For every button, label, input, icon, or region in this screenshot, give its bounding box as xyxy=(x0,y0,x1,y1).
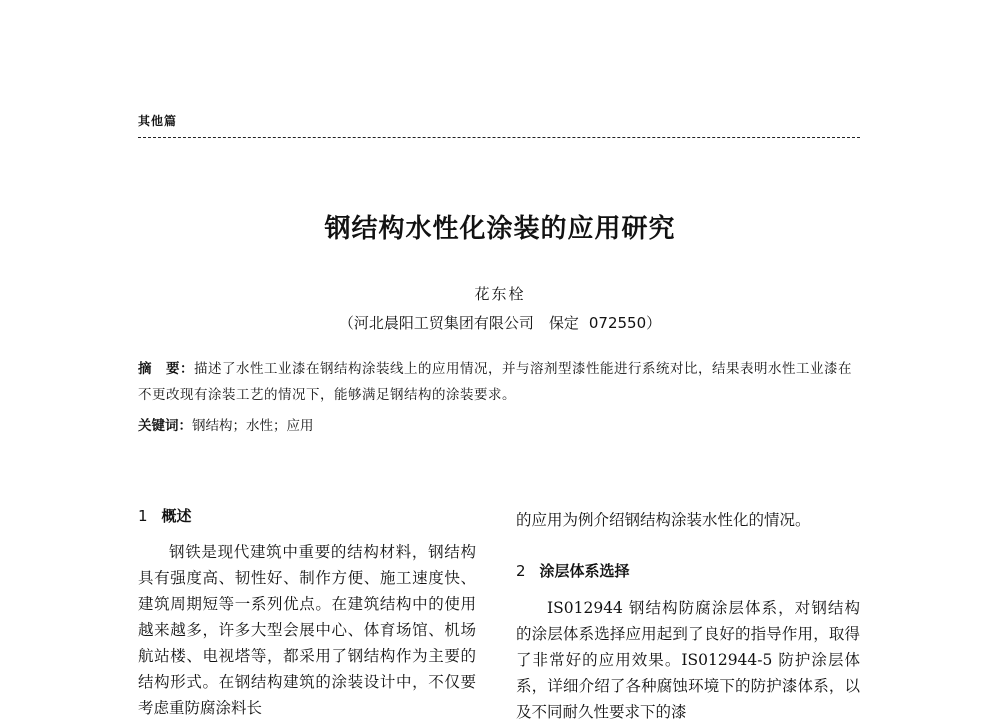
section-2-title: 涂层体系选择 xyxy=(539,562,630,580)
affiliation-org: 河北晨阳工贸集团有限公司 保定 xyxy=(353,314,579,332)
abstract xyxy=(138,356,860,408)
author-name: 花东栓 xyxy=(474,285,526,303)
author-affiliation xyxy=(0,312,1000,333)
keywords xyxy=(138,413,860,439)
section-label: 其他篇 xyxy=(138,114,178,128)
keywords-text: 钢结构；水性；应用 xyxy=(192,418,314,434)
section-1-heading xyxy=(138,505,192,526)
column-2-continuation: 的应用为例介绍钢结构涂装水性化的情况。 xyxy=(516,511,811,529)
affiliation-open-paren: （ xyxy=(338,314,354,332)
keywords-label: 关键词： xyxy=(138,418,192,434)
affiliation-close-paren: ） xyxy=(646,314,662,332)
abstract-text: 描述了水性工业漆在钢结构涂装线上的应用情况，并与溶剂型漆性能进行系统对比，结果表明水性工业漆在不更改现有涂装工艺的情况下，能够满足钢结构的涂装要求。 xyxy=(138,361,852,403)
section-1-number: 1 xyxy=(138,507,148,525)
section-1-paragraph: 钢铁是现代建筑中重要的结构材料，钢结构具有强度高、韧性好、制作方便、施工速度快、建筑周期短等一系列优点。在建筑结构中的使用越来越多，许多大型会展中心、体育场馆、机场航站楼、电视塔等，都采用了钢结构作为主要的结构形式。在钢结构建筑的涂装设计中，不仅要考虑重防腐涂料长 xyxy=(138,543,476,717)
section-1-title: 概述 xyxy=(161,507,192,525)
affiliation-postcode: 072550 xyxy=(588,314,647,332)
header-divider xyxy=(138,137,860,138)
section-2-paragraph: IS012944 钢结构防腐涂层体系，对钢结构的涂层体系选择应用起到了良好的指导作用，取得了非常好的应用效果。IS012944-5 防护涂层体系，详细介绍了各种腐蚀环境下的防护漆体系，以及不同耐久性要求下的漆 xyxy=(516,599,860,721)
section-2-number: 2 xyxy=(516,562,526,580)
section-2-heading xyxy=(516,560,630,581)
abstract-label: 摘 要： xyxy=(138,361,194,377)
article-title: 钢结构水性化涂装的应用研究 xyxy=(324,214,676,244)
